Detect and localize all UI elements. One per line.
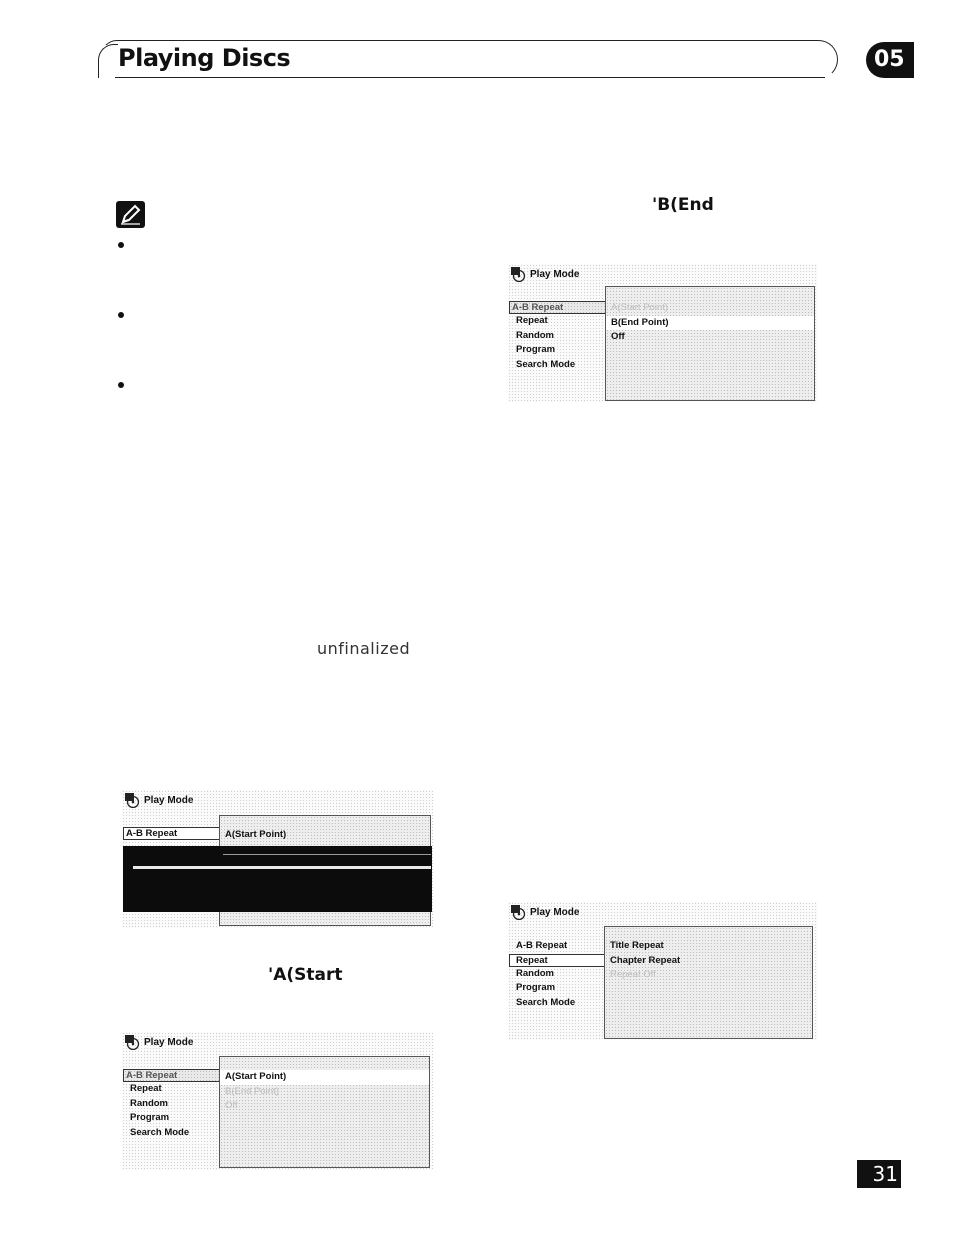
osd-option: Chapter Repeat xyxy=(610,954,681,966)
osd-menu-item: Search Mode xyxy=(516,996,576,1008)
osd-title: Play Mode xyxy=(510,904,579,920)
osd-option: B(End Point) xyxy=(606,316,814,331)
osd-options-panel xyxy=(219,1056,430,1168)
osd-option: A(Start Point) xyxy=(225,829,287,840)
page-number: 31 xyxy=(857,1160,901,1188)
unfinalized-word: unfinalized xyxy=(317,639,411,658)
osd-screen-repeat xyxy=(508,902,818,1040)
osd-option: Off xyxy=(225,1100,238,1111)
end-point-heading: 'B(End xyxy=(652,195,714,215)
osd-menu-item: Repeat xyxy=(130,1083,162,1094)
header-underline xyxy=(115,77,825,78)
osd-menu-item: Search Mode xyxy=(516,358,576,370)
osd-title: Play Mode xyxy=(510,266,579,282)
pencil-note-icon xyxy=(116,201,145,228)
osd-option: Title Repeat xyxy=(610,940,664,951)
osd-screen-a-start xyxy=(122,1032,433,1170)
osd-menu-item: Search Mode xyxy=(130,1126,190,1138)
osd-screen-b-end xyxy=(508,264,818,402)
osd-menu-item: Repeat xyxy=(509,954,607,967)
disc-play-icon xyxy=(510,904,527,920)
osd-menu-item: Program xyxy=(516,982,556,993)
osd-options-panel xyxy=(605,286,815,401)
osd-option: Off xyxy=(611,331,625,342)
page-title: Playing Discs xyxy=(118,44,291,72)
osd-title: Play Mode xyxy=(124,792,193,808)
osd-menu-item: Program xyxy=(130,1112,170,1123)
disc-play-icon xyxy=(124,792,141,808)
osd-option: A(Start Point) xyxy=(611,302,669,313)
osd-menu-item: A-B Repeat xyxy=(123,1069,221,1082)
osd-option: Repeat Off xyxy=(610,969,656,980)
osd-option: B(End Point) xyxy=(225,1085,279,1097)
osd-menu-item: Random xyxy=(516,967,554,979)
disc-play-icon xyxy=(124,1034,141,1050)
osd-option: A(Start Point) xyxy=(220,1070,429,1085)
chapter-tab: 05 xyxy=(866,42,914,78)
osd-title: Play Mode xyxy=(124,1034,193,1050)
osd-options-panel xyxy=(604,926,813,1039)
osd-menu-item: A-B Repeat xyxy=(123,827,221,840)
osd-menu-item: A-B Repeat xyxy=(509,301,607,314)
bullet-1 xyxy=(118,242,124,248)
disc-play-icon xyxy=(510,266,527,282)
bullet-2 xyxy=(118,312,124,318)
osd-menu-item: Repeat xyxy=(516,315,548,326)
osd-menu-item: Program xyxy=(516,344,556,355)
osd-menu-item: Random xyxy=(130,1097,168,1109)
bullet-3 xyxy=(118,382,124,388)
start-point-heading: 'A(Start xyxy=(268,965,343,985)
osd-menu-item: A-B Repeat xyxy=(516,940,568,951)
osd-menu-item: Random xyxy=(516,329,554,341)
video-overlay xyxy=(123,846,432,912)
